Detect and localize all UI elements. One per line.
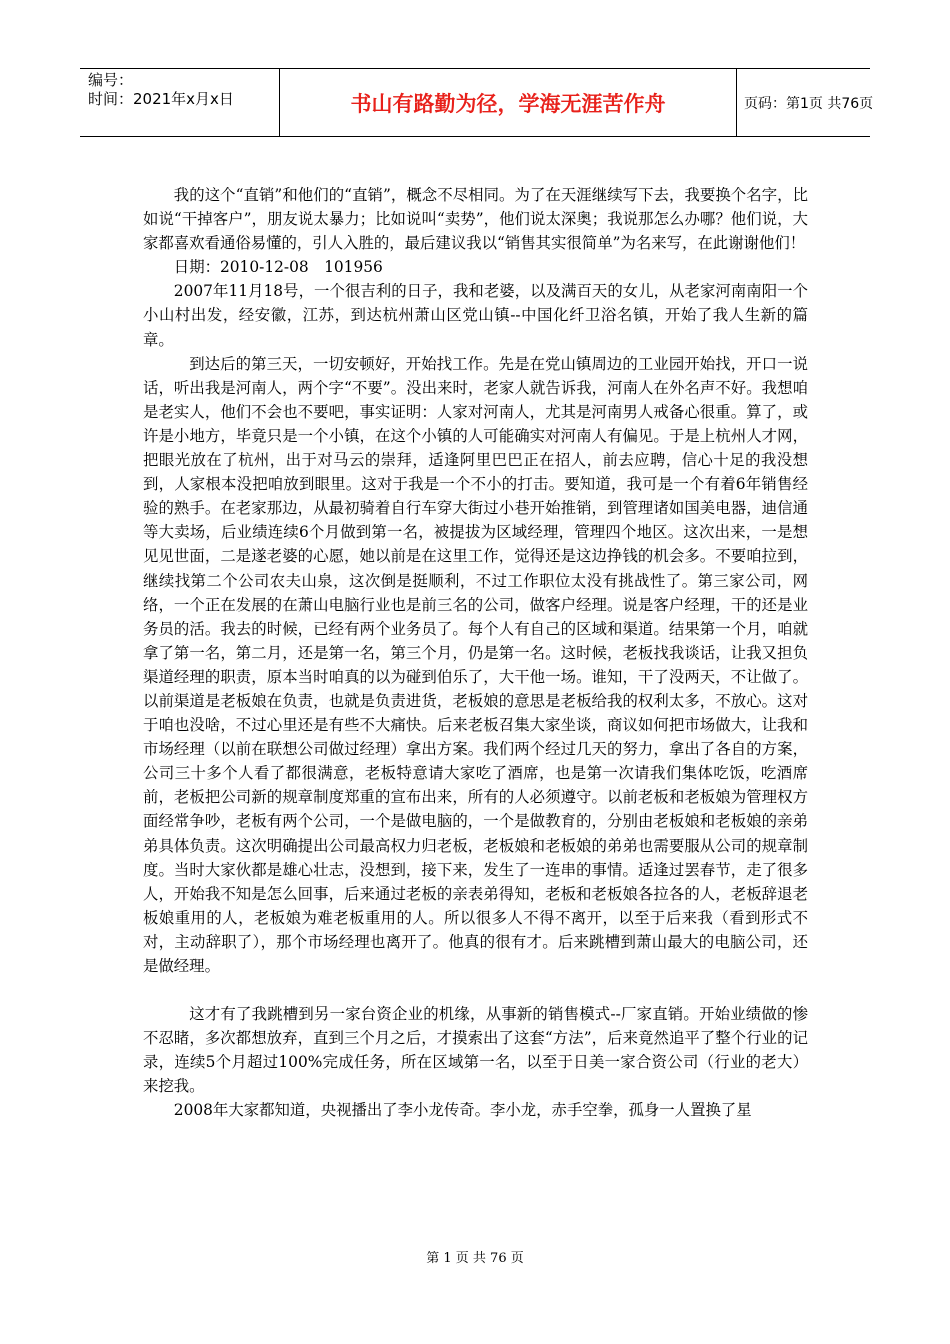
date-line: 日期：2010-12-08 101956 — [173, 258, 383, 277]
paragraph-job-search: 到达后的第三天，一切安顿好，开始找工作。先是在党山镇周边的工业园开始找，开口一说话，听出我是河南人，两个字“不要”。没出来时，老家人就告诉我，河南人在外名声不好。我想咱是老实人，他们不会也不要吧，事实证明：人家对河南人，尤其是河南男人戒备心很重。算了，或许是小地方，毕竟只是一个小镇，在这个小镇的人可能确实对河南人有偏见。于是上杭州人才网，把眼光放在了杭州，出于对马云的崇拜，适逢阿里巴巴正在招人，前去应聘，信心十足的我没想到，人家根本没把咱放到眼里。这对于我是一个不小的打击。要知道，我可是一个有着6年销售经验的熟手。在老家那边，从最初骑着自行车穿大街过小巷开始推销，到管理诸如国美电器，迪信通等大卖场，后业绩连续6个月做到第一名，被提拔为区域经理，管理四个地区。这次出来，一是想见见世面，二是遂老婆的心愿，她以前是在这里工作，觉得还是这边挣钱的机会多。不要咱拉到，继续找第二个公司农夫山泉，这次倒是挺顺利，不过工作职位太没有挑战性了。第三家公司，网络，一个正在发展的在萧山电脑行业也是前三名的公司，做客户经理。说是客户经理，干的还是业务员的活。我去的时候，已经有两个业务员了。每个人有自己的区域和渠道。结果第一个月，咱就拿了第一名，第二月，还是第一名，第三个月，仍是第一名。这时候，老板找我谈话，让我又担负渠道经理的职责，原本当时咱真的以为碰到伯乐了，大干他一场。谁知，干了没两天，不让做了。以前渠道是老板娘在负责，也就是负责进货，老板娘的意思是老板给我的权利太多，不放心。这对于咱也没啥，不过心里还是有些不大痛快。后来老板召集大家坐谈，商议如何把市场做大，让我和市场经理（以前在联想公司做过经理）拿出方案。我们两个经过几天的努力，拿出了各自的方案，公司三十多个人看了都很满意，老板特意请大家吃了酒席，也是第一次请我们集体吃饭，吃酒席前，老板把公司新的规章制度郑重的宣布出来，所有的人必须遵守。以前老板和老板娘为管理权方面经常争吵，老板有两个公司，一个是做电脑的，一个是做教育的，分别由老板娘和老板娘的亲弟弟具体负责。这次明确提出公司最高权力归老板，老板娘和老板娘的弟弟也需要服从公司的规章制度。当时大家伙都是雄心壮志，没想到，接下来，发生了一连串的事情。适逢过罢春节，走了很多人，开始我不知是怎么回事，后来通过老板的亲表弟得知，老板和老板娘各拉各的人，老板辞退老板娘重用的人，老板娘为难老板重用的人。所以很多人不得不离开，以至于后来我（看到形式不对，主动辞职了），那个市场经理也离开了。他真的很有才。后来跳槽到萧山最大的电脑公司，还是做经理。 — [143, 354, 808, 975]
header-page-info: 页码：第1页 共76页 — [744, 95, 874, 112]
header-divider — [736, 69, 737, 136]
paragraph-intro: 我的这个“直销”和他们的“直销”，概念不尽相同。为了在天涯继续写下去，我要换个名字，比如说“干掉客户”，朋友说太暴力；比如说叫“卖势”，他们说太深奥；我说那怎么办哪？他们说，大家都喜欢看通俗易懂的，引人入胜的，最后建议我以“销售其实很简单”为名来写，在此谢谢他们！ — [143, 186, 808, 253]
header-motto: 书山有路勤为径，学海无涯苦作舟 — [350, 91, 666, 116]
page-header — [80, 68, 874, 137]
document-number-label: 编号： — [88, 71, 134, 89]
paragraph-departure: 2007年11月18号，一个很吉利的日子，我和老婆，以及满百天的女儿，从老家河南南阳一个小山村出发，经安徽，江苏，到达杭州萧山区党山镇--中国化纤卫浴名镇，开始了我人生新的篇章。 — [143, 282, 808, 349]
paragraph-2008: 2008年大家都知道，央视播出了李小龙传奇。李小龙，赤手空拳，孤身一人置换了星 — [173, 1101, 752, 1120]
page-footer: 第 1 页 共 76 页 — [426, 1251, 524, 1266]
header-meta — [88, 71, 278, 109]
paragraph-direct-sales: 这才有了我跳槽到另一家台资企业的机缘，从事新的销售模式--厂家直销。开始业绩做的惨不忍睹，多次都想放弃，直到三个月之后，才摸索出了这套“方法”，后来竟然追平了整个行业的记录，连续5个月超过100%完成任务，所在区域第一名，以至于日美一家合资公司（行业的老大）来挖我。 — [143, 1005, 808, 1096]
document-body — [143, 183, 808, 1123]
document-time-label: 时间：2021年x月x日 — [88, 90, 234, 108]
paragraph-gap — [143, 978, 808, 1002]
